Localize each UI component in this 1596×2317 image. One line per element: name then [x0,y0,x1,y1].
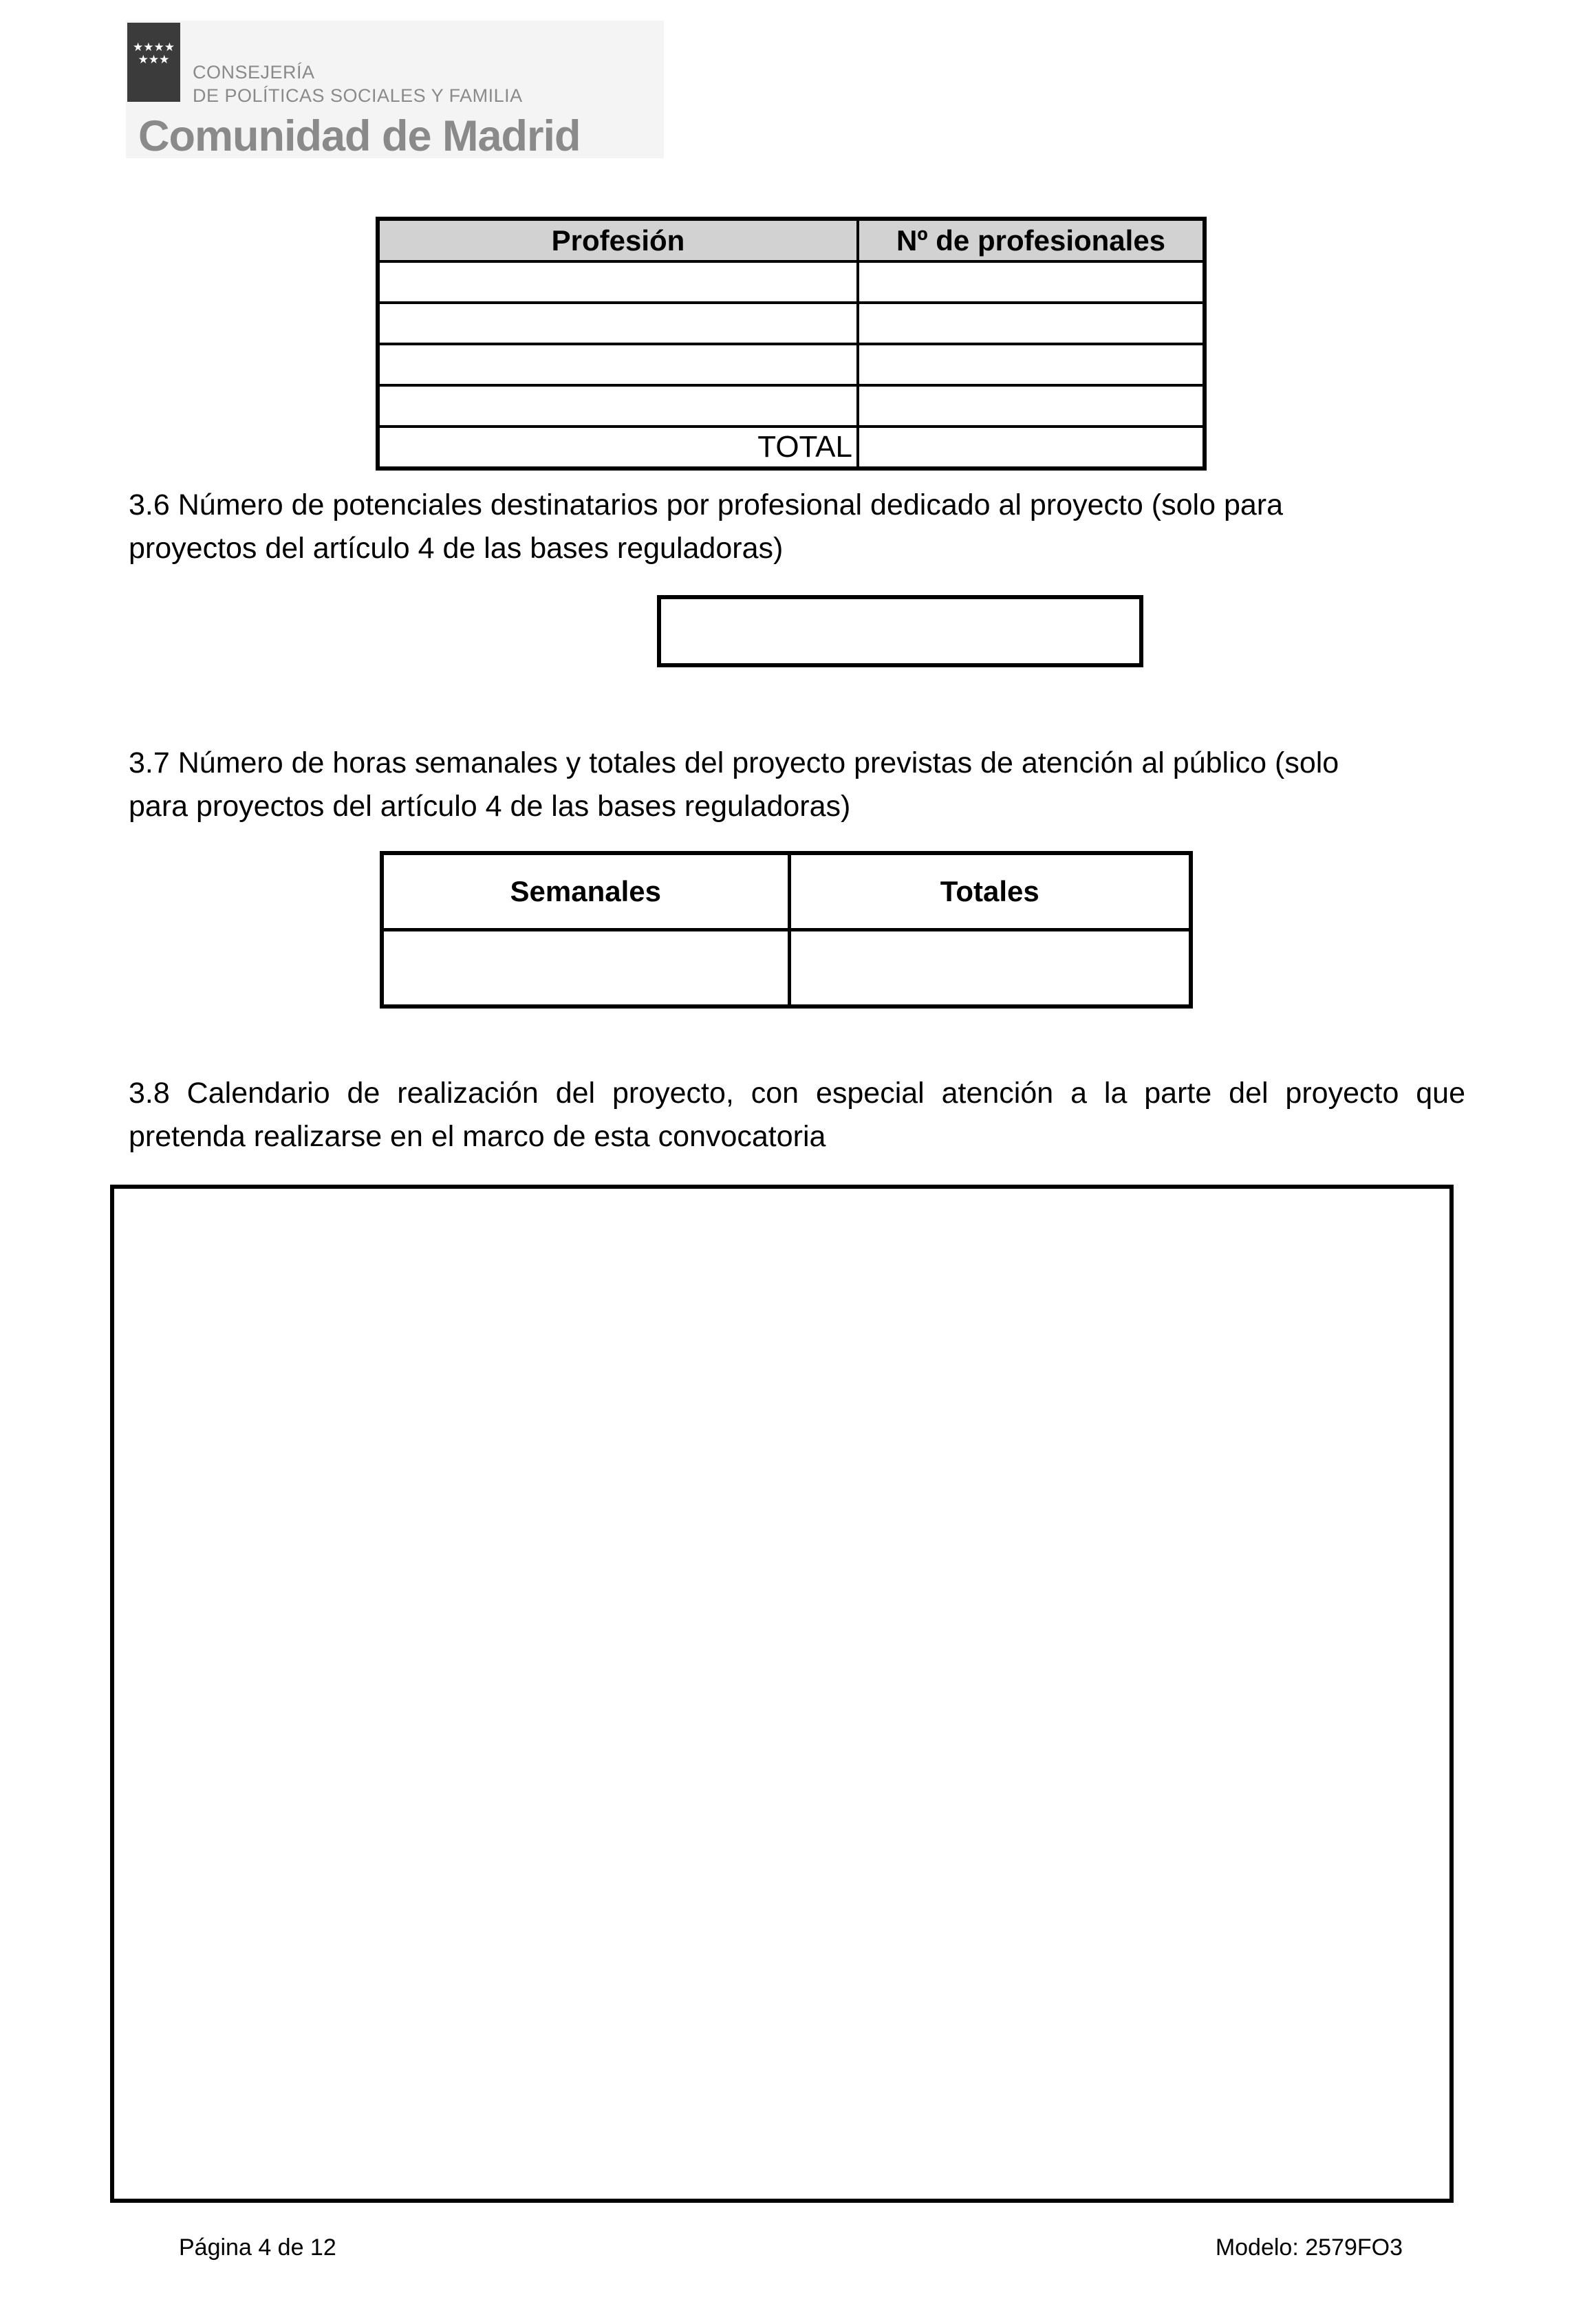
section-3-6-input-box[interactable] [657,595,1143,667]
profession-column-header: Profesión [378,219,858,261]
section-3-6-text [129,484,1465,570]
profession-cell[interactable] [378,261,858,303]
section-3-7-line2: para proyectos del artículo 4 de las bases reguladoras) [129,790,851,823]
count-cell[interactable] [858,303,1205,344]
table-row [378,303,1205,344]
table-row [378,261,1205,303]
table-row [382,930,1191,1007]
flag-stars-row2: ★★★ [138,53,170,66]
table-header-row [378,219,1205,261]
consejeria-line1: CONSEJERÍA [193,62,315,83]
hours-table [380,851,1193,1009]
madrid-logo [126,21,664,158]
num-professionals-column-header: Nº de profesionales [858,219,1205,261]
profession-cell[interactable] [378,303,858,344]
consejeria-title [193,61,523,107]
table-header-row [382,853,1191,930]
semanales-column-header: Semanales [382,853,789,930]
section-3-8-text [129,1072,1465,1158]
madrid-flag-icon [127,23,180,102]
section-3-6-line2: proyectos del artículo 4 de las bases reguladoras) [129,532,784,565]
table-row [378,344,1205,385]
profession-cell[interactable] [378,344,858,385]
section-3-8-line1: 3.8 Calendario de realización del proyecto, con especial atención a la parte del proyecto que [129,1077,1465,1110]
count-cell[interactable] [858,385,1205,427]
section-3-7-line1: 3.7 Número de horas semanales y totales del proyecto previstas de atención al público (solo [129,746,1339,779]
section-3-6-line1: 3.6 Número de potenciales destinatarios por profesional dedicado al proyecto (solo para [129,488,1284,521]
consejeria-line2: DE POLÍTICAS SOCIALES Y FAMILIA [193,85,523,106]
totales-column-header: Totales [789,853,1191,930]
comunidad-de-madrid-wordmark: Comunidad de Madrid [138,112,581,160]
semanales-value-cell[interactable] [382,930,789,1007]
table-row [378,385,1205,427]
section-3-8-input-box[interactable] [110,1185,1454,2203]
page-number: Página 4 de 12 [179,2234,336,2261]
profession-cell[interactable] [378,385,858,427]
section-3-8-line2: pretenda realizarse en el marco de esta convocatoria [129,1120,826,1153]
count-cell[interactable] [858,261,1205,303]
totales-value-cell[interactable] [789,930,1191,1007]
model-number: Modelo: 2579FO3 [1215,2234,1403,2261]
section-3-7-text [129,742,1465,828]
total-value-cell[interactable] [858,427,1205,468]
count-cell[interactable] [858,344,1205,385]
total-row [378,427,1205,468]
flag-stars-row1: ★★★★ [133,41,175,54]
professionals-table [376,217,1207,471]
total-label: TOTAL [378,427,858,468]
